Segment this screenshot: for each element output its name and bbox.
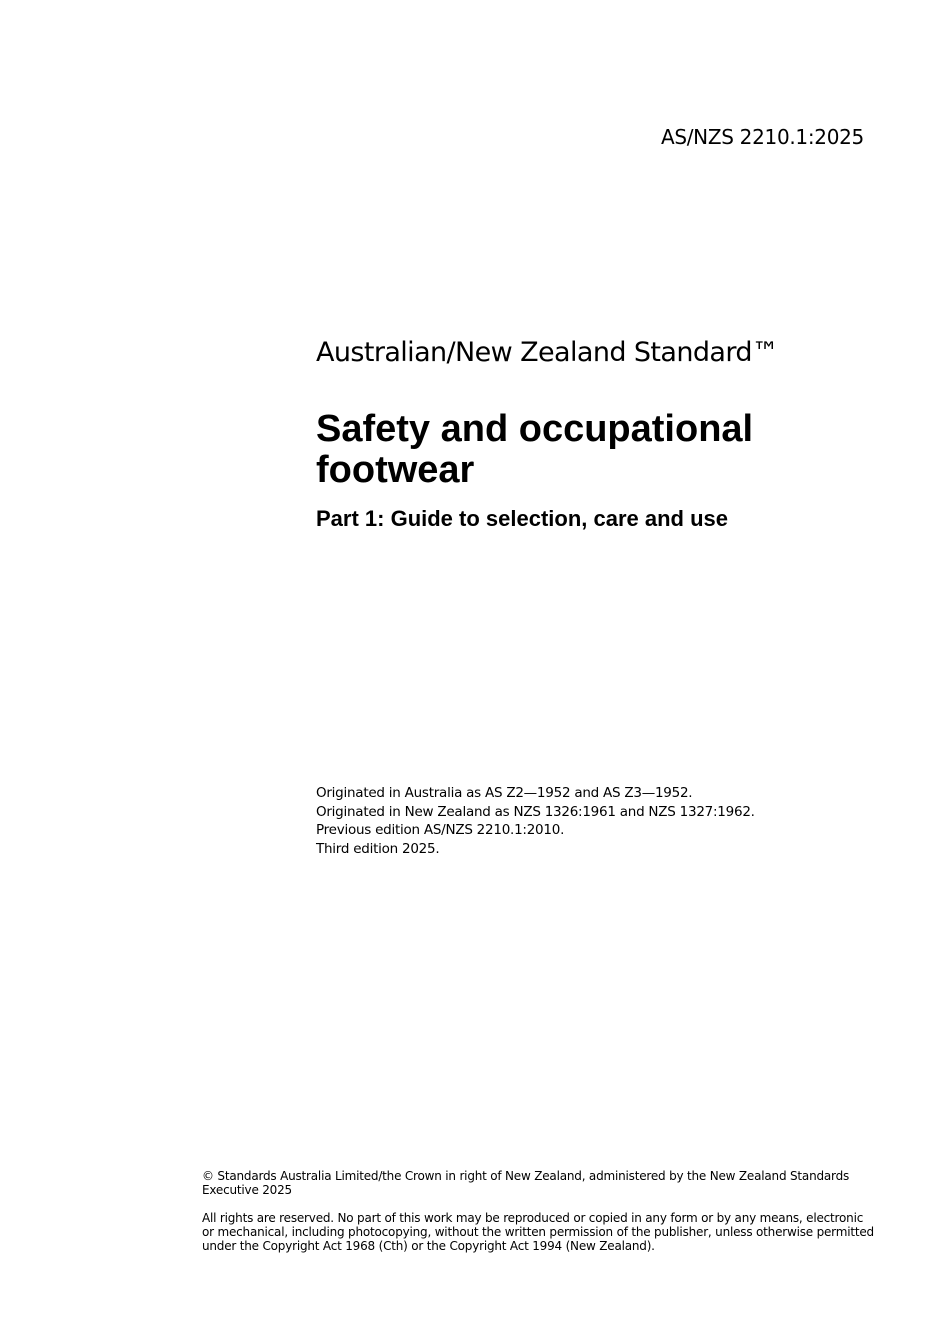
history-line: Third edition 2025.	[316, 841, 440, 858]
history-line: Previous edition AS/NZS 2210.1:2010.	[316, 822, 565, 839]
standard-number: AS/NZS 2210.1:2025	[660, 125, 864, 149]
copyright-statement: © Standards Australia Limited/the Crown in right of New Zealand, administered by the New Zealand Standards Executive 2025	[202, 1169, 850, 1197]
publication-history	[316, 784, 755, 859]
document-title: Safety and occupational footwear	[316, 408, 754, 491]
document-subtitle: Part 1: Guide to selection, care and use	[316, 506, 729, 531]
history-line: Originated in Australia as AS Z2—1952 and AS Z3—1952.	[316, 785, 693, 801]
rights-statement: All rights are reserved. No part of this work may be reproduced or copied in any form or by any means, electronic or mechanical, including photocopying, without the written permission of the publisher, unless otherwise permitted under the Copyright Act 1968 (Cth) or the Copyright Act 1994 (New Zealand).	[202, 1211, 874, 1253]
history-line: Originated in New Zealand as NZS 1326:1961 and NZS 1327:1962.	[316, 803, 755, 820]
copyright-notice	[202, 1169, 874, 1267]
standard-series-label: Australian/New Zealand Standard™	[316, 337, 779, 368]
